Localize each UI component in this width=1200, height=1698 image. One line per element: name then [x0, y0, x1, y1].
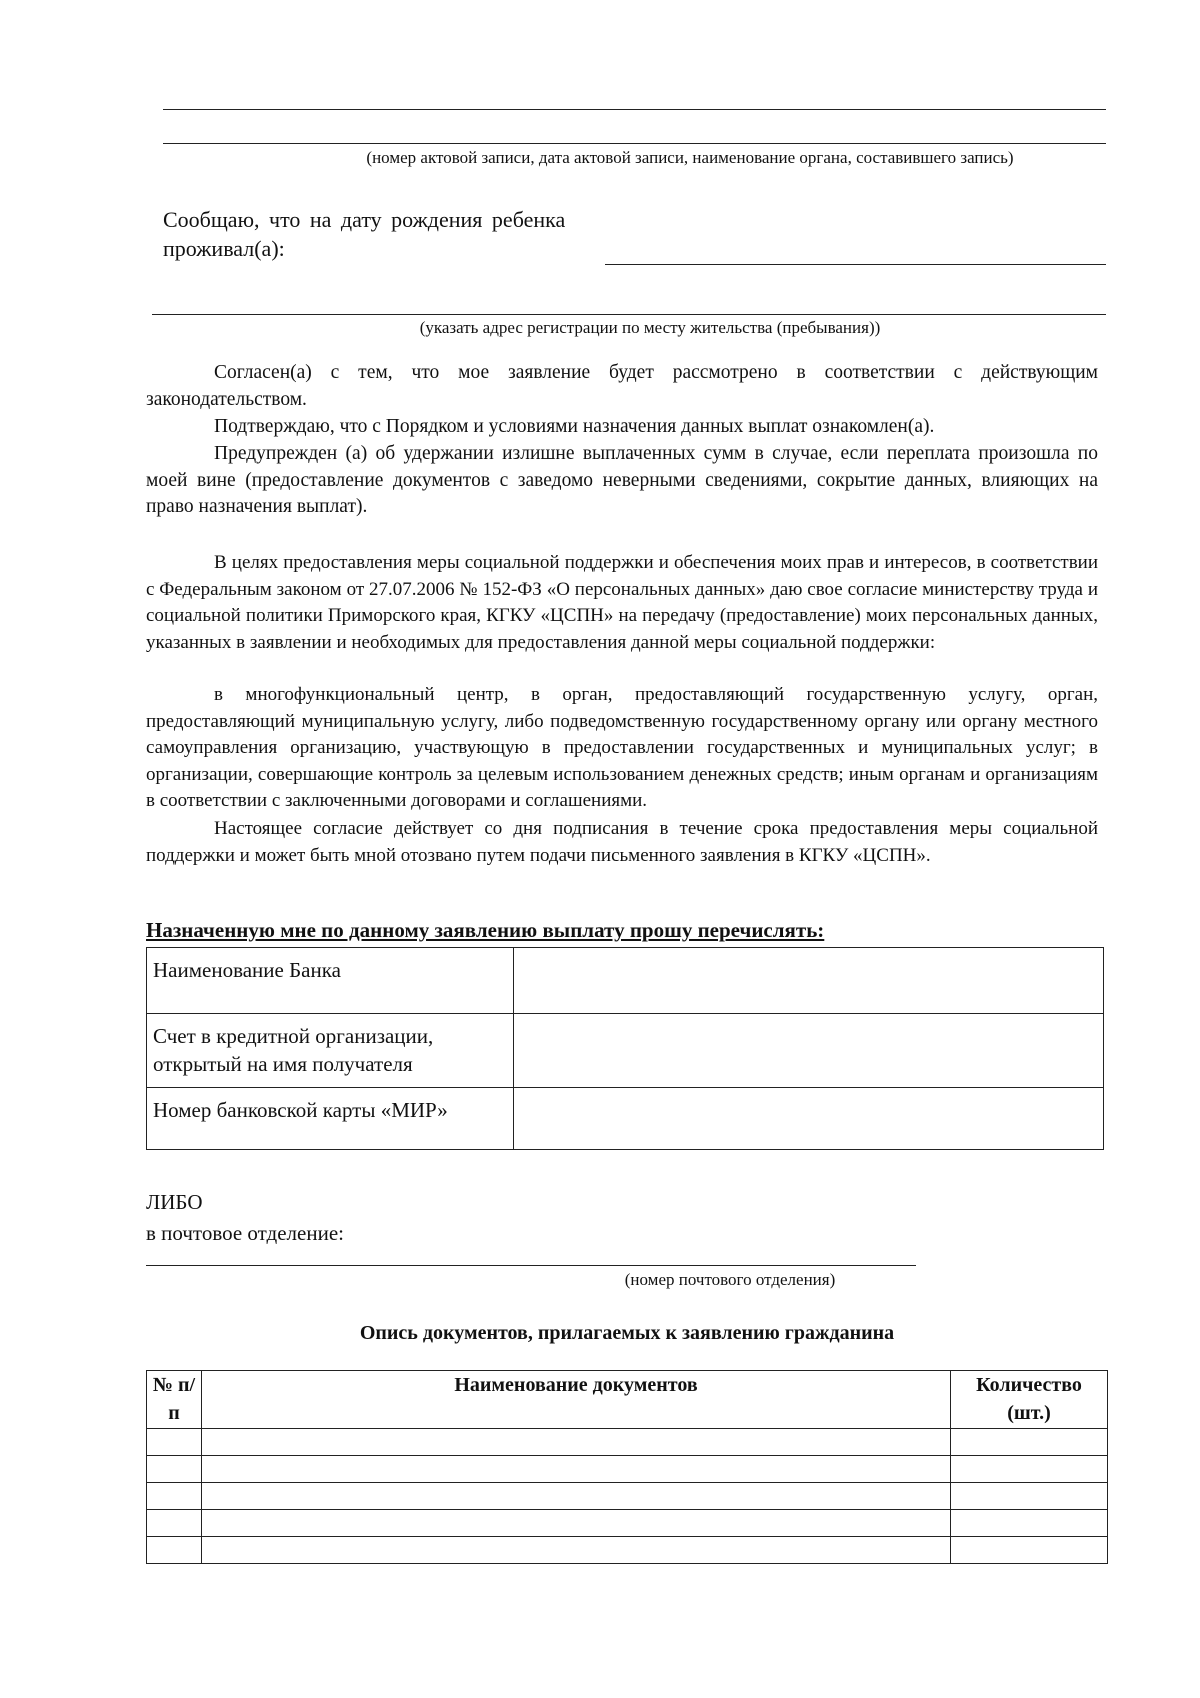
- col-qty-header: Количество (шт.): [951, 1371, 1108, 1429]
- consent-law-paragraph: Согласен(а) с тем, что мое заявление будет рассмотрено в соответствии с действующим законодательством.: [146, 362, 1098, 410]
- or-label: ЛИБО: [146, 1190, 203, 1214]
- account-label: Счет в кредитной организации, открытый на имя получателя: [147, 1014, 514, 1088]
- act-record-line-2[interactable]: [163, 143, 1106, 144]
- bank-row: [147, 1014, 1104, 1088]
- table-cell[interactable]: [147, 1456, 202, 1483]
- residence-line-1: Сообщаю, что на дату рождения ребенка: [163, 207, 566, 232]
- personal-data-paragraph: В целях предоставления меры социальной поддержки и обеспечения моих прав и интересов, в соответствии с Федеральным законом от 27.07.2006 № 152-ФЗ «О персональных данных» даю свое согласие министерству труда и социальной политики Приморского края, КГКУ «ЦСПН» на передачу (предоставление) моих персональных данных, указанных в заявлении и необходимых для предоставления данной меры социальной поддержки:: [146, 552, 1098, 653]
- table-row: [147, 1510, 1108, 1537]
- table-cell[interactable]: [951, 1537, 1108, 1564]
- table-cell[interactable]: [147, 1483, 202, 1510]
- mir-card-field[interactable]: [514, 1088, 1104, 1150]
- act-record-caption: (номер актовой записи, дата актовой записи, наименование органа, составившего запись): [366, 148, 1014, 167]
- col-name-header: Наименование документов: [202, 1371, 951, 1429]
- post-office-caption: (номер почтового отделения): [624, 1270, 836, 1289]
- table-row: [147, 1429, 1108, 1456]
- post-office-line[interactable]: [146, 1265, 916, 1266]
- post-office-label: в почтовое отделение:: [146, 1221, 344, 1245]
- inventory-header-row: [147, 1371, 1108, 1429]
- table-cell[interactable]: [951, 1510, 1108, 1537]
- confirm-order-paragraph: Подтверждаю, что с Порядком и условиями назначения данных выплат ознакомлен(а).: [214, 416, 935, 437]
- payment-heading: Назначенную мне по данному заявлению выплату прошу перечислять:: [146, 918, 825, 942]
- validity-paragraph: Настоящее согласие действует со дня подписания в течение срока предоставления меры социальной поддержки и может быть мной отозвано путем подачи письменного заявления в КГКУ «ЦСПН».: [146, 818, 1098, 866]
- recipients-paragraph: в многофункциональный центр, в орган, предоставляющий государственную услугу, орган, предоставляющий муниципальную услугу, либо подведомственную государственному органу или органу местного самоуправления организацию, участвующую в предоставлении государственных и муниципальных услуг; в организации, совершающие контроль за целевым использованием денежных средств; иным органам и организациям в соответствии с заключенными договорами и соглашениями.: [146, 684, 1098, 811]
- table-row: [147, 1483, 1108, 1510]
- residence-line-2: проживал(а):: [163, 236, 285, 261]
- bank-name-label: Наименование Банка: [147, 948, 514, 1014]
- table-cell[interactable]: [202, 1537, 951, 1564]
- bank-details-table: [146, 947, 1104, 1150]
- table-cell[interactable]: [147, 1429, 202, 1456]
- table-cell[interactable]: [951, 1456, 1108, 1483]
- table-row: [147, 1456, 1108, 1483]
- table-cell[interactable]: [951, 1483, 1108, 1510]
- table-row: [147, 1537, 1108, 1564]
- bank-row: [147, 948, 1104, 1014]
- table-cell[interactable]: [202, 1429, 951, 1456]
- residence-address-line-2[interactable]: [152, 314, 1106, 315]
- table-cell[interactable]: [202, 1456, 951, 1483]
- table-cell[interactable]: [202, 1510, 951, 1537]
- warned-paragraph: Предупрежден (а) об удержании излишне выплаченных сумм в случае, если переплата произошла по моей вине (предоставление документов с заведомо неверными сведениями, сокрытие данных, влияющих на право назначения выплат).: [146, 443, 1098, 517]
- col-number-header: № п/п: [147, 1371, 202, 1429]
- act-record-line-1[interactable]: [163, 109, 1106, 110]
- bank-name-field[interactable]: [514, 948, 1104, 1014]
- table-cell[interactable]: [147, 1510, 202, 1537]
- inventory-title: Опись документов, прилагаемых к заявлению гражданина: [359, 1322, 895, 1344]
- residence-address-line-1[interactable]: [605, 264, 1106, 265]
- table-cell[interactable]: [202, 1483, 951, 1510]
- inventory-table: [146, 1370, 1108, 1564]
- residence-caption: (указать адрес регистрации по месту жительства (пребывания)): [419, 318, 881, 337]
- account-field[interactable]: [514, 1014, 1104, 1088]
- mir-card-label: Номер банковской карты «МИР»: [147, 1088, 514, 1150]
- table-cell[interactable]: [951, 1429, 1108, 1456]
- bank-row: [147, 1088, 1104, 1150]
- table-cell[interactable]: [147, 1537, 202, 1564]
